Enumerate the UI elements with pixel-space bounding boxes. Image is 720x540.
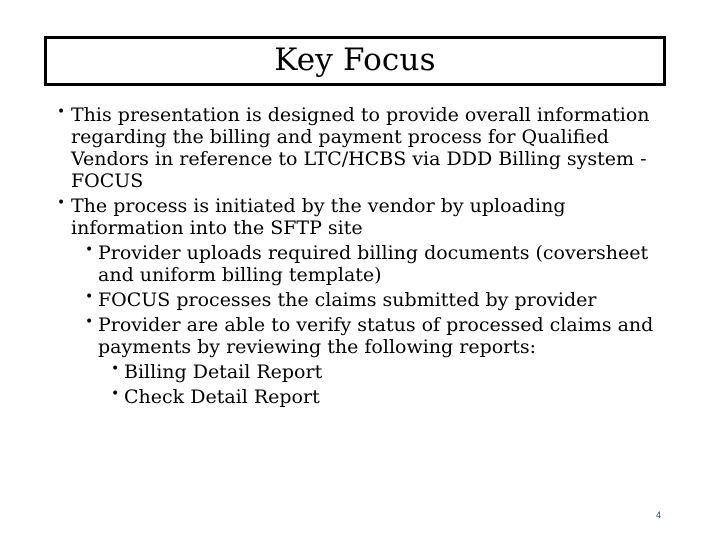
sub-sub-bullet-item: [44, 386, 684, 408]
bullet-text: FOCUS processes the claims submitted by provider: [98, 289, 597, 311]
bullet-text: Check Detail Report: [124, 386, 320, 408]
bullet-text: Provider are able to verify status of processed claims and payments by reviewing the following reports:: [98, 314, 654, 358]
title-box: [44, 36, 666, 86]
bullet-text: This presentation is designed to provide overall information regarding the billing and payment process for Qualified Vendors in reference to LTC/HCBS via DDD Billing system - FOCUS: [71, 104, 650, 192]
bullet-list: [44, 104, 684, 411]
bullet-item: [44, 104, 684, 192]
page-number: 4: [656, 510, 662, 520]
bullet-item: [44, 195, 684, 239]
slide-title: Key Focus: [274, 41, 436, 78]
bullet-dot-icon: •: [57, 104, 66, 120]
bullet-text: The process is initiated by the vendor by uploading information into the SFTP site: [71, 195, 566, 239]
bullet-dot-icon: •: [85, 289, 94, 305]
sub-bullet-item: [44, 314, 684, 358]
sub-sub-bullet-item: [44, 361, 684, 383]
bullet-text: Provider uploads required billing documents (coversheet and uniform billing template): [98, 242, 649, 286]
bullet-dot-icon: •: [111, 361, 120, 377]
bullet-dot-icon: •: [57, 195, 66, 211]
bullet-text: Billing Detail Report: [124, 361, 323, 383]
sub-bullet-item: [44, 242, 684, 286]
bullet-dot-icon: •: [111, 386, 120, 402]
bullet-dot-icon: •: [85, 314, 94, 330]
bullet-dot-icon: •: [85, 242, 94, 258]
sub-bullet-item: [44, 289, 684, 311]
